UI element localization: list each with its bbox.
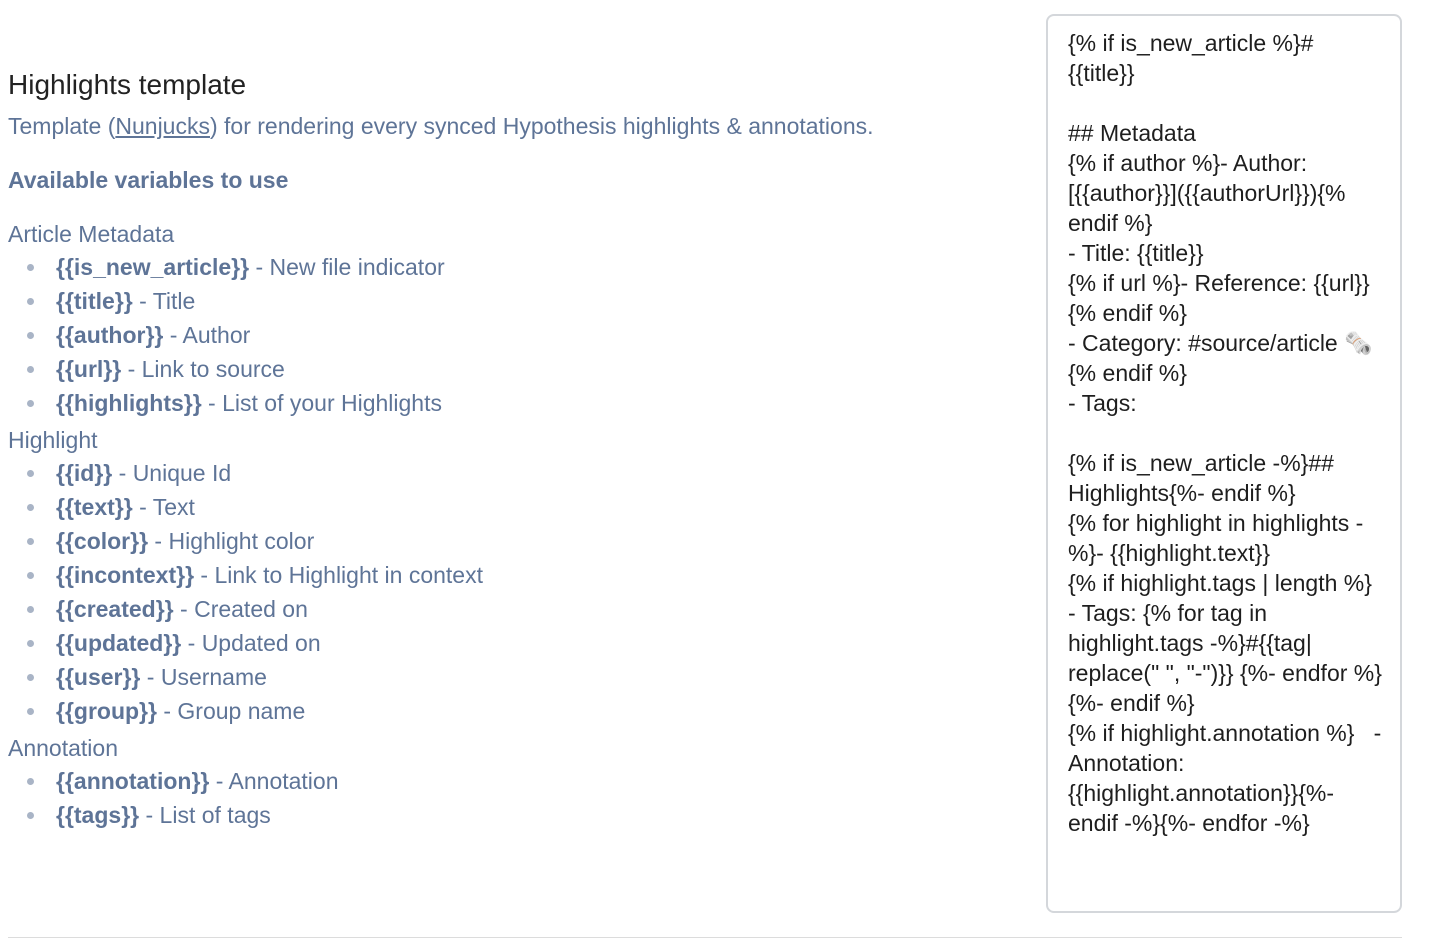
variable-groups bbox=[8, 218, 1008, 832]
variable-list-item bbox=[24, 694, 1008, 728]
variable-list bbox=[8, 250, 1008, 420]
variable-group-title: Highlight bbox=[8, 427, 98, 453]
variable-description: - Link to source bbox=[121, 356, 285, 382]
variable-list-item bbox=[24, 456, 1008, 490]
variable-list-item bbox=[24, 250, 1008, 284]
variable-group-title: Article Metadata bbox=[8, 221, 175, 247]
bullet-icon bbox=[27, 778, 34, 785]
variable-list-item bbox=[24, 524, 1008, 558]
template-textarea[interactable] bbox=[1046, 14, 1402, 913]
variable-list-item bbox=[24, 798, 1008, 832]
variable-description: - List of tags bbox=[139, 802, 271, 828]
variable-name: {{annotation}} bbox=[56, 768, 210, 794]
bullet-icon bbox=[27, 606, 34, 613]
variable-list-item bbox=[24, 352, 1008, 386]
variable-name: {{author}} bbox=[56, 322, 164, 348]
divider bbox=[8, 937, 1402, 938]
variable-list-item bbox=[24, 386, 1008, 420]
variable-name: {{is_new_article}} bbox=[56, 254, 250, 280]
variable-list-item bbox=[24, 626, 1008, 660]
variable-description: - Annotation bbox=[209, 768, 339, 794]
bullet-icon bbox=[27, 538, 34, 545]
variable-name: {{url}} bbox=[56, 356, 122, 382]
setting-item-info bbox=[8, 66, 1008, 832]
bullet-icon bbox=[27, 572, 34, 579]
variable-group-title: Annotation bbox=[8, 735, 118, 761]
variable-name: {{title}} bbox=[56, 288, 133, 314]
variable-name: {{tags}} bbox=[56, 802, 140, 828]
variable-list-item bbox=[24, 490, 1008, 524]
variable-list-item bbox=[24, 558, 1008, 592]
bullet-icon bbox=[27, 708, 34, 715]
setting-description bbox=[8, 110, 1008, 142]
variable-description: - Group name bbox=[156, 698, 306, 724]
variable-description: - Updated on bbox=[181, 630, 321, 656]
bullet-icon bbox=[27, 640, 34, 647]
variable-description: - Title bbox=[132, 288, 196, 314]
description-prefix: Template ( bbox=[8, 113, 116, 139]
variable-name: {{group}} bbox=[56, 698, 157, 724]
variable-list bbox=[8, 456, 1008, 728]
variable-name: {{incontext}} bbox=[56, 562, 195, 588]
nunjucks-link[interactable]: Nunjucks bbox=[115, 113, 210, 139]
variable-name: {{id}} bbox=[56, 460, 113, 486]
variable-list-item bbox=[24, 592, 1008, 626]
bullet-icon bbox=[27, 332, 34, 339]
variable-description: - Created on bbox=[173, 596, 308, 622]
bullet-icon bbox=[27, 298, 34, 305]
variable-list-item bbox=[24, 318, 1008, 352]
bullet-icon bbox=[27, 366, 34, 373]
variable-description: - New file indicator bbox=[249, 254, 445, 280]
bullet-icon bbox=[27, 470, 34, 477]
description-suffix: ) for rendering every synced Hypothesis highlights & annotations. bbox=[209, 113, 874, 139]
bullet-icon bbox=[27, 674, 34, 681]
variable-name: {{updated}} bbox=[56, 630, 182, 656]
variable-name: {{color}} bbox=[56, 528, 149, 554]
bullet-icon bbox=[27, 264, 34, 271]
variable-description: - List of your Highlights bbox=[201, 390, 442, 416]
bullet-icon bbox=[27, 504, 34, 511]
bullet-icon bbox=[27, 812, 34, 819]
variable-list-item bbox=[24, 764, 1008, 798]
variable-list bbox=[8, 764, 1008, 832]
variable-name: {{created}} bbox=[56, 596, 174, 622]
variable-description: - Author bbox=[163, 322, 251, 348]
available-variables-heading: Available variables to use bbox=[8, 167, 289, 193]
variable-name: {{highlights}} bbox=[56, 390, 202, 416]
setting-title: Highlights template bbox=[8, 69, 247, 100]
variable-list-item bbox=[24, 284, 1008, 318]
variable-description: - Unique Id bbox=[112, 460, 232, 486]
bullet-icon bbox=[27, 400, 34, 407]
variable-name: {{text}} bbox=[56, 494, 133, 520]
variable-description: - Highlight color bbox=[148, 528, 315, 554]
variable-list-item bbox=[24, 660, 1008, 694]
variable-description: - Text bbox=[132, 494, 195, 520]
variable-name: {{user}} bbox=[56, 664, 141, 690]
variable-description: - Link to Highlight in context bbox=[194, 562, 483, 588]
variable-description: - Username bbox=[140, 664, 267, 690]
